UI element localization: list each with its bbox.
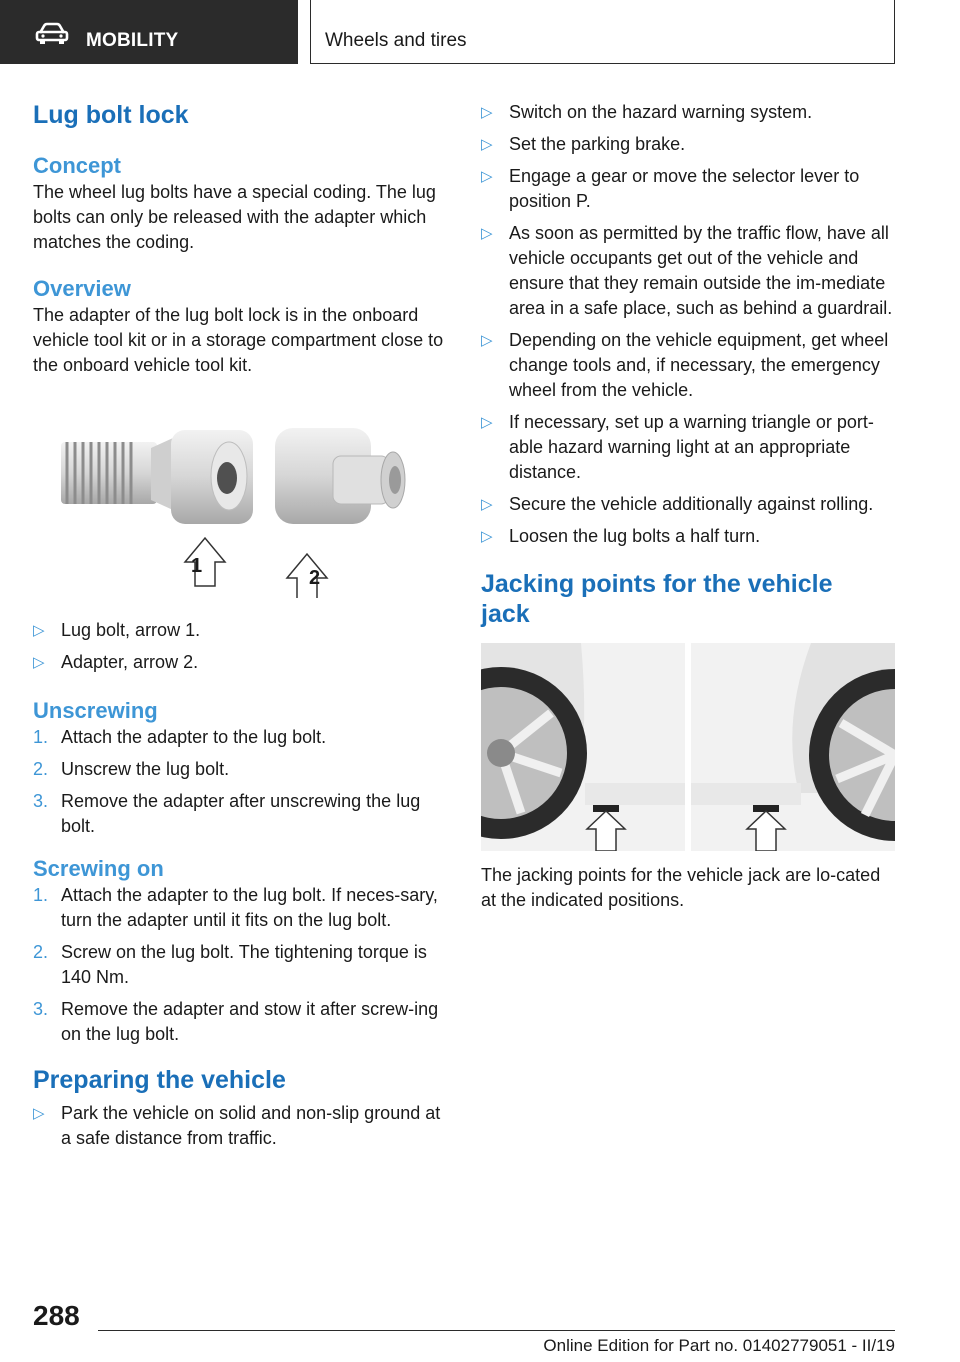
arrow-2 (287, 554, 327, 598)
bullet-triangle-icon: ▷ (481, 225, 493, 242)
list-item: ▷ If necessary, set up a warning triangle or port-able hazard warning light at an appropriate distance. (481, 412, 874, 482)
adapter (275, 428, 405, 524)
list-item: ▷ Secure the vehicle additionally against rolling. (481, 492, 897, 517)
list-item: ▷ Depending on the vehicle equipment, get wheel change tools and, if necessary, the emergency wheel from the vehicle. (481, 330, 889, 400)
list-item: 2. Screw on the lug bolt. The tightening torque is 140 Nm. (33, 942, 427, 987)
unscrewing-heading: Unscrewing (33, 698, 158, 723)
bullet-triangle-icon: ▷ (481, 496, 493, 513)
preparing-list-continued (481, 100, 897, 549)
header-section-tab (0, 0, 298, 64)
list-item: ▷ Switch on the hazard warning system. (481, 100, 897, 125)
list-item: 3. Remove the adapter and stow it after screw-ing on the lug bolt. (33, 999, 439, 1044)
list-item: ▷ Engage a gear or move the selector lever to position P. (481, 166, 860, 211)
screwing-on-steps (33, 883, 448, 1047)
bullet-triangle-icon: ▷ (481, 104, 493, 121)
overview-text: The adapter of the lug bolt lock is in the onboard vehicle tool kit or in a storage compartment close to the onboard vehicle tool kit. (33, 305, 444, 375)
bullet-triangle-icon: ▷ (33, 622, 45, 639)
car-icon (34, 22, 70, 46)
concept-text: The wheel lug bolts have a special coding. The lug bolts can only be released with the adapter which matches the coding. (33, 182, 436, 252)
list-item: ▷ Lug bolt, arrow 1. (33, 618, 448, 643)
arrow-2-label: 2 (309, 567, 321, 589)
header-chapter-box (310, 0, 895, 64)
header-chapter-label: Wheels and tires (325, 30, 467, 51)
list-item: ▷ Set the parking brake. (481, 132, 897, 157)
figure-legend (33, 618, 448, 675)
list-item: 3. Remove the adapter after unscrewing the lug bolt. (33, 791, 421, 836)
header-section-label: MOBILITY (86, 30, 179, 51)
list-item: ▷ Park the vehicle on solid and non-slip ground at a safe distance from traffic. (33, 1103, 441, 1148)
arrow-1 (185, 538, 225, 586)
list-item: 2. Unscrew the lug bolt. (33, 759, 230, 779)
overview-heading: Overview (33, 276, 131, 301)
unscrewing-steps (33, 725, 448, 839)
list-item: ▷ Loosen the lug bolts a half turn. (481, 524, 897, 549)
bullet-triangle-icon: ▷ (33, 654, 45, 671)
jacking-points-text: The jacking points for the vehicle jack are lo-cated at the indicated positions. (481, 865, 881, 910)
bullet-triangle-icon: ▷ (33, 1105, 45, 1122)
bullet-triangle-icon: ▷ (481, 332, 493, 349)
jacking-photo-front (481, 643, 685, 851)
jacking-points-heading: Jacking points for the vehicle jack (481, 570, 833, 628)
lug-bolt-lock-heading: Lug bolt lock (33, 101, 189, 129)
page-number: 288 (33, 1300, 80, 1331)
lug-bolt (61, 430, 253, 524)
concept-heading: Concept (33, 153, 121, 178)
left-column (33, 100, 448, 1158)
list-item: 1. Attach the adapter to the lug bolt. If neces-sary, turn the adapter until it fits on the lug bolt. (33, 885, 438, 930)
footer-divider (98, 1330, 895, 1331)
jacking-points-figure (481, 643, 895, 851)
list-item: ▷ As soon as permitted by the traffic flow, have all vehicle occupants get out of the vehicle and ensure that they remain outside the im-mediate area in a safe place, such as behind a guardrail. (481, 223, 893, 318)
arrow-1-label: 1 (191, 555, 203, 577)
preparing-vehicle-heading: Preparing the vehicle (33, 1066, 286, 1094)
lug-bolt-adapter-figure (33, 418, 443, 598)
right-column (481, 100, 897, 913)
bullet-triangle-icon: ▷ (481, 528, 493, 545)
jacking-photo-rear (691, 643, 895, 851)
preparing-list (33, 1101, 448, 1151)
bullet-triangle-icon: ▷ (481, 168, 493, 185)
bullet-triangle-icon: ▷ (481, 414, 493, 431)
footer-edition: Online Edition for Part no. 01402779051 - II/19 (543, 1336, 895, 1355)
bullet-triangle-icon: ▷ (481, 136, 493, 153)
list-item: ▷ Adapter, arrow 2. (33, 650, 448, 675)
list-item: 1. Attach the adapter to the lug bolt. (33, 727, 327, 747)
screwing-on-heading: Screwing on (33, 856, 164, 881)
